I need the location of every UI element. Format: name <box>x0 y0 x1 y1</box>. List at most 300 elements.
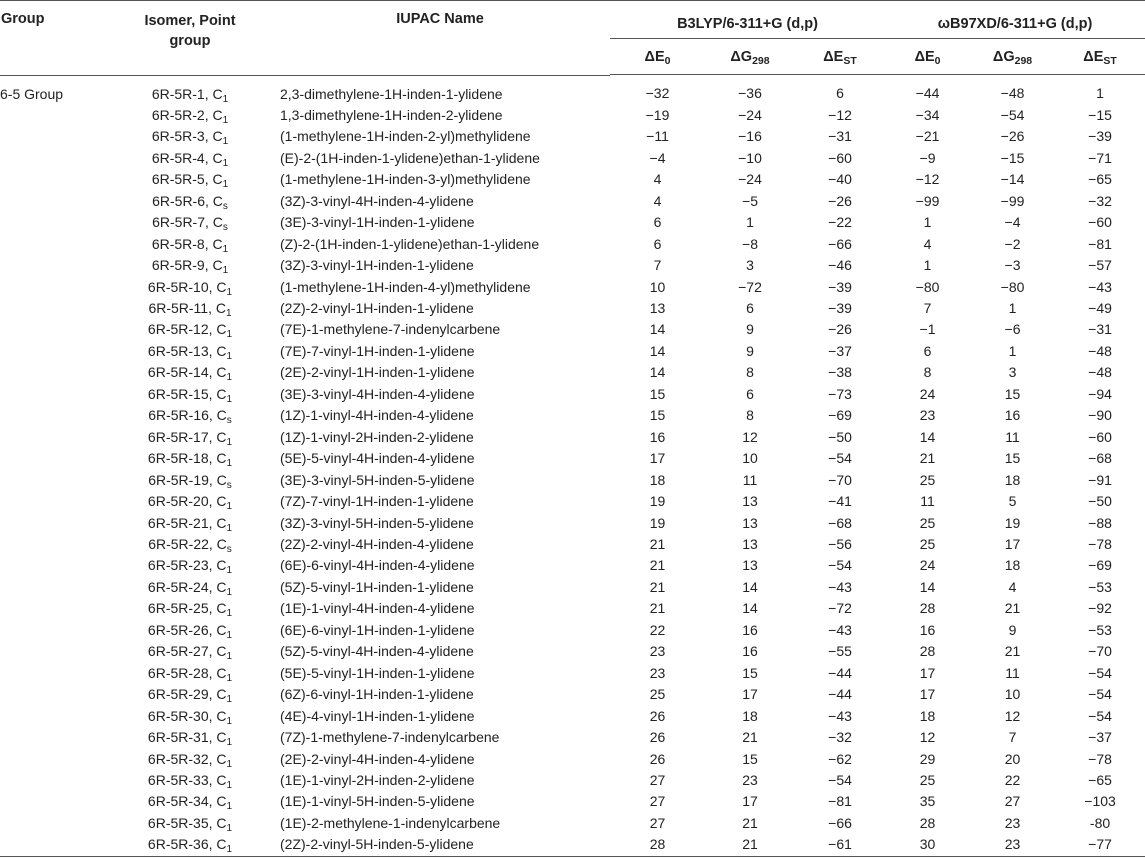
table-header <box>0 1 1145 76</box>
value-cell-b-g: 9 <box>746 342 754 359</box>
value-cell-b-e0: 21 <box>649 536 666 553</box>
table-row <box>0 148 1145 169</box>
isomer-cell: 6R-5R-26, $C_1$ <box>147 621 233 641</box>
value-cell-w-e0: 18 <box>919 707 936 724</box>
group-cell <box>0 663 110 684</box>
value-cell-b-e0: 7 <box>653 257 662 274</box>
isomer-cell: 6R-5R-24, $C_1$ <box>147 578 233 598</box>
value-cell-w-st: −48 <box>1088 342 1112 359</box>
isomer-cell: 6R-5R-25, $C_1$ <box>147 600 233 620</box>
value-cell-b-e0: 17 <box>649 450 666 467</box>
value-cell-w-e0: 8 <box>923 364 932 381</box>
value-cell-w-e0: −80 <box>915 278 940 295</box>
group-cell <box>0 555 110 576</box>
header-method-b3lyp: B3LYP/6-311+G (d,p) <box>610 1 885 39</box>
group-cell <box>0 448 110 469</box>
value-cell-b-st: −72 <box>828 600 852 617</box>
iupac-name-cell: 1,3-dimethylene-1H-inden-2-ylidene <box>280 106 503 123</box>
isomer-cell: 6R-5R-34, $C_1$ <box>147 793 233 813</box>
value-cell-w-st: −92 <box>1088 600 1112 617</box>
table-row <box>0 727 1145 748</box>
iupac-name-cell: (5E)-5-vinyl-4H-inden-4-ylidene <box>280 450 475 467</box>
value-cell-b-e0: 23 <box>649 664 666 681</box>
value-cell-w-e0: −1 <box>919 321 936 338</box>
isomer-cell: 6R-5R-6, $C_s$ <box>152 192 228 212</box>
value-cell-b-st: −43 <box>828 578 852 595</box>
value-cell-w-g: 21 <box>1004 600 1021 617</box>
value-cell-w-st: −69 <box>1088 557 1112 574</box>
value-cell-w-st: −53 <box>1088 621 1112 638</box>
iupac-name-cell: (1E)-1-vinyl-4H-inden-4-ylidene <box>280 600 475 617</box>
isomer-cell: 6R-5R-2, $C_1$ <box>151 106 229 126</box>
value-cell-w-st: −78 <box>1088 536 1112 553</box>
value-cell-b-st: −68 <box>828 514 852 531</box>
value-cell-b-st: −39 <box>828 300 852 317</box>
table-row <box>0 234 1145 255</box>
table-row <box>0 105 1145 126</box>
isomer-cell: 6R-5R-5, $C_1$ <box>151 171 229 191</box>
value-cell-b-g: 14 <box>742 578 758 595</box>
group-cell <box>0 341 110 362</box>
isomer-cell: 6R-5R-1, $C_1$ <box>151 85 229 105</box>
group-cell <box>0 706 110 727</box>
header-isomer <box>110 1 270 75</box>
group-cell <box>0 577 110 598</box>
value-cell-b-g: 3 <box>746 257 754 274</box>
table-row <box>0 341 1145 362</box>
table-row <box>0 277 1145 298</box>
value-cell-b-e0: 14 <box>649 364 666 381</box>
value-cell-b-e0: 21 <box>649 557 666 574</box>
value-cell-b-g: 23 <box>742 772 758 788</box>
value-cell-w-e0: 4 <box>923 235 932 252</box>
table-row <box>0 598 1145 619</box>
table-row <box>0 427 1145 448</box>
value-cell-b-st: −60 <box>828 149 852 166</box>
value-cell-b-e0: 19 <box>649 514 666 531</box>
value-cell-w-g: 20 <box>1004 750 1021 767</box>
group-cell <box>0 191 110 212</box>
group-cell <box>0 470 110 491</box>
group-cell <box>0 148 110 169</box>
iupac-name-cell: (5Z)-5-vinyl-1H-inden-1-ylidene <box>280 578 474 595</box>
iupac-name-cell: (5Z)-5-vinyl-4H-inden-4-ylidene <box>280 643 474 660</box>
value-cell-w-st: −32 <box>1088 192 1112 209</box>
value-cell-w-g: 1 <box>1008 342 1017 359</box>
iupac-name-cell: (7Z)-1-methylene-7-indenylcarbene <box>280 729 500 746</box>
value-cell-b-e0: 27 <box>649 793 666 810</box>
value-cell-b-e0: 26 <box>649 707 666 724</box>
isomer-cell: 6R-5R-22, $C_s$ <box>148 536 232 556</box>
value-cell-w-g: −2 <box>1004 235 1021 252</box>
value-cell-w-e0: 28 <box>919 814 936 831</box>
isomer-cell: 6R-5R-36, $C_1$ <box>110 834 270 856</box>
value-cell-b-e0: −19 <box>645 106 670 123</box>
value-cell-b-st: −81 <box>828 793 852 810</box>
iupac-name-cell: (1Z)-1-vinyl-4H-inden-4-ylidene <box>280 407 474 424</box>
value-cell-w-g: −99 <box>1000 192 1025 209</box>
value-cell-b-g: −10 <box>738 149 762 166</box>
value-cell-b-st: −73 <box>828 385 852 402</box>
table-row <box>0 663 1145 684</box>
iupac-name-cell: (1E)-2-methylene-1-indenylcarbene <box>280 814 501 831</box>
value-cell-b-st: −66 <box>828 235 852 252</box>
iupac-name-cell: (3Z)-3-vinyl-1H-inden-1-ylidene <box>280 257 474 274</box>
value-cell-w-st: −37 <box>1088 729 1112 746</box>
value-cell-b-g: −5 <box>742 192 758 209</box>
group-cell <box>0 384 110 405</box>
value-cell-b-g: 11 <box>742 471 758 488</box>
group-cell <box>0 319 110 340</box>
group-cell <box>0 427 110 448</box>
value-cell-b-g: 15 <box>742 664 758 681</box>
iupac-name-cell: (1E)-1-vinyl-2H-inden-2-ylidene <box>280 772 475 788</box>
isomer-cell: 6R-5R-33, $C_1$ <box>147 772 233 791</box>
value-cell-w-e0: 21 <box>919 450 936 467</box>
value-cell-b-g: −8 <box>742 235 758 252</box>
group-cell <box>0 534 110 555</box>
iupac-name-cell: (Z)-2-(1H-inden-1-ylidene)ethan-1-ylidene <box>280 235 540 252</box>
value-cell-w-st: −54 <box>1088 664 1112 681</box>
value-cell-b-st: −56 <box>828 536 852 553</box>
value-cell-b-e0: 18 <box>649 471 666 488</box>
group-cell <box>0 641 110 662</box>
value-cell-b-st: −43 <box>828 621 852 638</box>
value-cell-b-st: −26 <box>828 321 852 338</box>
value-cell-w-e0: 24 <box>919 385 936 402</box>
value-cell-b-st: −66 <box>828 814 852 831</box>
value-cell-w-e0: 17 <box>919 664 936 681</box>
value-cell-b-g: 6 <box>746 385 754 402</box>
isomer-cell: 6R-5R-14, $C_1$ <box>147 364 233 384</box>
isomer-cell: 6R-5R-18, $C_1$ <box>147 450 233 470</box>
value-cell-w-g: 3 <box>1008 364 1017 381</box>
value-cell-b-st: −41 <box>828 493 852 510</box>
value-cell-b-e0: 16 <box>649 428 666 445</box>
value-cell-b-e0: −11 <box>646 128 669 145</box>
group-cell <box>0 234 110 255</box>
value-cell-w-g: −4 <box>1004 214 1021 231</box>
value-cell-b-st: −54 <box>828 450 852 467</box>
isomer-cell: 6R-5R-27, $C_1$ <box>147 643 233 663</box>
iupac-name-cell: (4E)-4-vinyl-1H-inden-1-ylidene <box>280 707 475 724</box>
value-cell-b-g: 9 <box>746 321 754 338</box>
value-cell-b-e0: 15 <box>649 407 666 424</box>
table-row <box>0 641 1145 662</box>
value-cell-w-st: −43 <box>1088 278 1112 295</box>
group-cell <box>0 405 110 426</box>
table-row <box>0 620 1145 641</box>
value-cell-b-e0: 22 <box>649 621 666 638</box>
group-cell <box>0 749 110 770</box>
value-cell-w-st: −70 <box>1088 643 1112 660</box>
table-row <box>0 749 1145 770</box>
value-cell-w-st: −94 <box>1088 385 1112 402</box>
value-cell-b-st: −31 <box>828 128 852 145</box>
value-cell-w-e0: 16 <box>919 621 936 638</box>
value-cell-w-g: 21 <box>1004 643 1021 660</box>
table-row <box>0 319 1145 340</box>
value-cell-b-e0: −4 <box>649 149 666 166</box>
value-cell-b-e0: 14 <box>649 321 666 338</box>
value-cell-w-st: −15 <box>1088 106 1112 123</box>
value-cell-b-st: −32 <box>828 729 852 746</box>
table-row <box>0 169 1145 190</box>
value-cell-w-g: 9 <box>1008 621 1017 638</box>
value-cell-w-g: 5 <box>1008 493 1017 510</box>
iupac-name-cell: 2,3-dimethylene-1H-inden-1-ylidene <box>280 85 503 102</box>
isomer-cell: 6R-5R-16, $C_s$ <box>148 407 232 427</box>
value-cell-w-e0: 25 <box>919 772 936 788</box>
value-cell-b-st: −69 <box>828 407 852 424</box>
value-cell-w-g: 17 <box>1004 536 1021 553</box>
value-cell-w-e0: 25 <box>919 536 936 553</box>
iupac-name-cell: (E)-2-(1H-inden-1-ylidene)ethan-1-ylidene <box>280 149 540 166</box>
value-cell-w-g: −3 <box>1004 257 1021 274</box>
value-cell-w-st: −54 <box>1088 707 1112 724</box>
value-cell-w-st: −53 <box>1088 578 1112 595</box>
group-cell <box>0 491 110 512</box>
value-cell-w-st: −78 <box>1088 750 1112 767</box>
value-cell-b-g: 6 <box>746 300 754 317</box>
table-row <box>0 791 1145 812</box>
value-cell-w-g: 15 <box>1004 450 1021 467</box>
iupac-name-cell: (6Z)-6-vinyl-1H-inden-1-ylidene <box>280 686 474 703</box>
value-cell-w-g: 18 <box>1004 557 1021 574</box>
value-cell-w-g: 18 <box>1004 471 1021 488</box>
value-cell-b-g: 12 <box>742 428 758 445</box>
value-cell-b-g: 13 <box>742 557 758 574</box>
value-cell-b-e0: 26 <box>649 729 666 746</box>
value-cell-w-e0: 11 <box>920 493 935 510</box>
value-cell-b-e0: 21 <box>649 600 666 617</box>
isomer-cell: 6R-5R-21, $C_1$ <box>147 514 233 534</box>
value-cell-b-g: 14 <box>742 600 758 617</box>
iupac-name-cell: (7Z)-7-vinyl-1H-inden-1-ylidene <box>280 493 474 510</box>
isomer-cell: 6R-5R-28, $C_1$ <box>147 664 233 684</box>
value-cell-b-st: −62 <box>828 750 852 767</box>
isomer-cell: 6R-5R-35, $C_1$ <box>147 814 233 834</box>
iupac-name-cell: (5E)-5-vinyl-1H-inden-1-ylidene <box>280 664 475 681</box>
value-cell-b-e0: 15 <box>649 385 666 402</box>
value-cell-w-e0: 14 <box>919 428 936 445</box>
iupac-name-cell: (1E)-1-vinyl-5H-inden-5-ylidene <box>280 793 475 810</box>
value-cell-w-g: 11 <box>1005 664 1020 681</box>
value-cell-b-g: 8 <box>746 364 754 381</box>
value-cell-b-g: 16 <box>742 643 758 660</box>
isomer-cell: 6R-5R-8, $C_1$ <box>151 235 229 255</box>
value-cell-b-st: −38 <box>828 364 852 381</box>
header-iupac: IUPAC Name <box>396 11 484 27</box>
table-body <box>0 75 1145 856</box>
isomer-cell: 6R-5R-32, $C_1$ <box>147 750 233 770</box>
iupac-name-cell: (2Z)-2-vinyl-5H-inden-5-ylidene <box>270 834 610 856</box>
value-cell-w-st: −50 <box>1088 493 1112 510</box>
value-cell-w-st: −60 <box>1088 214 1112 231</box>
table-row <box>0 362 1145 383</box>
value-cell-b-g: 18 <box>742 707 758 724</box>
group-cell <box>0 277 110 298</box>
table-row <box>0 534 1145 555</box>
value-cell-w-g: 22 <box>1004 772 1021 788</box>
value-cell-w-g: −15 <box>1000 149 1025 166</box>
value-cell-w-st: −71 <box>1088 149 1112 166</box>
value-cell-b-e0: 6 <box>653 235 662 252</box>
value-cell-w-e0: 14 <box>919 578 936 595</box>
isomer-cell: 6R-5R-9, $C_1$ <box>151 257 229 277</box>
value-cell-b-st: −55 <box>828 643 852 660</box>
value-cell-b-g: 1 <box>746 214 754 231</box>
header-group: Group <box>1 11 45 27</box>
table-row <box>0 448 1145 469</box>
isomer-cell: 6R-5R-31, $C_1$ <box>147 729 233 749</box>
table-row <box>0 834 1145 856</box>
value-cell-w-e0: 25 <box>919 514 936 531</box>
group-cell <box>0 362 110 383</box>
header-b3lyp-de0: $\Delta E_0$ <box>610 39 705 75</box>
iupac-name-cell: (3E)-3-vinyl-1H-inden-1-ylidene <box>280 214 475 231</box>
value-cell-w-st: −77 <box>1055 834 1145 856</box>
value-cell-w-e0: 17 <box>919 686 936 703</box>
group-cell <box>0 105 110 126</box>
value-cell-b-e0: 28 <box>610 834 705 856</box>
value-cell-b-e0: 13 <box>649 300 666 317</box>
header-method-wb97xd: ωB97XD/6-311+G (d,p) <box>885 1 1145 39</box>
value-cell-w-g: 23 <box>1004 814 1021 831</box>
value-cell-b-e0: 10 <box>649 278 666 295</box>
isomer-cell: 6R-5R-15, $C_1$ <box>147 385 233 405</box>
value-cell-w-st: −65 <box>1088 772 1112 788</box>
value-cell-b-g: 8 <box>746 407 754 424</box>
table-row <box>0 577 1145 598</box>
isomer-cell: 6R-5R-20, $C_1$ <box>147 493 233 513</box>
table-row <box>0 813 1145 834</box>
isomer-cell: 6R-5R-17, $C_1$ <box>147 428 233 448</box>
value-cell-w-e0: 28 <box>919 643 936 660</box>
value-cell-w-e0: −34 <box>915 106 940 123</box>
value-cell-w-e0: 23 <box>919 407 936 424</box>
value-cell-w-e0: −99 <box>915 192 940 209</box>
value-cell-b-g: −72 <box>738 278 762 295</box>
value-cell-w-st: −81 <box>1088 235 1112 252</box>
table-row <box>0 298 1145 319</box>
value-cell-b-st: −44 <box>828 686 852 703</box>
value-cell-w-st: 1 <box>1096 85 1104 102</box>
value-cell-w-e0: 29 <box>919 750 936 767</box>
value-cell-w-st: −60 <box>1088 428 1112 445</box>
table-row <box>0 684 1145 705</box>
iupac-name-cell: (6E)-6-vinyl-4H-inden-4-ylidene <box>280 557 475 574</box>
value-cell-b-g: 13 <box>742 493 758 510</box>
value-cell-w-e0: −21 <box>915 128 940 145</box>
value-cell-b-g: −24 <box>738 106 762 123</box>
value-cell-b-st: −61 <box>795 834 885 856</box>
group-cell <box>0 813 110 834</box>
table-row <box>0 191 1145 212</box>
value-cell-w-e0: 30 <box>885 834 970 856</box>
value-cell-w-st: −39 <box>1088 128 1112 145</box>
iupac-name-cell: (2Z)-2-vinyl-1H-inden-1-ylidene <box>280 300 474 317</box>
group-cell: 6-5 Group <box>0 85 64 102</box>
value-cell-w-st: −90 <box>1088 407 1112 424</box>
iupac-name-cell: (1-methylene-1H-inden-2-yl)methylidene <box>280 128 531 145</box>
group-cell <box>0 791 110 812</box>
value-cell-w-e0: 28 <box>919 600 936 617</box>
iupac-name-cell: (2E)-2-vinyl-1H-inden-1-ylidene <box>280 364 475 381</box>
value-cell-w-st: −88 <box>1088 514 1112 531</box>
value-cell-w-g: 23 <box>970 834 1055 856</box>
isomer-cell: 6R-5R-23, $C_1$ <box>147 557 233 577</box>
group-cell <box>0 834 110 856</box>
value-cell-w-g: −54 <box>1000 106 1025 123</box>
group-cell <box>0 684 110 705</box>
value-cell-b-e0: 23 <box>649 643 666 660</box>
value-cell-b-e0: 25 <box>649 686 666 703</box>
value-cell-b-g: 17 <box>742 686 758 703</box>
table-row <box>0 75 1145 105</box>
value-cell-w-g: 1 <box>1008 300 1017 317</box>
header-isomer-line1: Isomer, Point <box>144 13 236 29</box>
table-row <box>0 212 1145 233</box>
isomer-cell: 6R-5R-29, $C_1$ <box>147 686 233 706</box>
header-isomer-line2: group <box>169 33 211 49</box>
value-cell-b-g: −36 <box>738 85 762 102</box>
value-cell-b-e0: −32 <box>645 85 670 102</box>
value-cell-w-g: −6 <box>1004 321 1021 338</box>
iupac-name-cell: (7E)-7-vinyl-1H-inden-1-ylidene <box>280 342 475 359</box>
value-cell-b-g: 21 <box>742 814 758 831</box>
value-cell-b-st: −26 <box>828 192 852 209</box>
value-cell-b-st: −54 <box>828 557 852 574</box>
table-row <box>0 126 1145 147</box>
isomer-cell: 6R-5R-3, $C_1$ <box>151 128 229 148</box>
isomer-cell: 6R-5R-11, $C_1$ <box>148 300 232 320</box>
value-cell-b-e0: 4 <box>653 171 662 188</box>
group-cell <box>0 298 110 319</box>
value-cell-b-st: −50 <box>828 428 852 445</box>
iupac-name-cell: (6E)-6-vinyl-1H-inden-1-ylidene <box>280 621 475 638</box>
value-cell-b-e0: 26 <box>649 750 666 767</box>
value-cell-b-st: −44 <box>828 664 852 681</box>
group-cell <box>0 770 110 791</box>
value-cell-b-g: 15 <box>742 750 758 767</box>
value-cell-w-g: 16 <box>1004 407 1021 424</box>
table-row <box>0 405 1145 426</box>
table-row <box>0 255 1145 276</box>
value-cell-b-g: −16 <box>738 128 762 145</box>
value-cell-w-st: −31 <box>1088 321 1112 338</box>
value-cell-b-g: 16 <box>742 621 758 638</box>
iupac-name-cell: (1Z)-1-vinyl-2H-inden-2-ylidene <box>280 428 474 445</box>
value-cell-w-e0: −9 <box>919 149 936 166</box>
value-cell-w-g: 27 <box>1004 793 1021 810</box>
value-cell-b-g: 13 <box>742 514 758 531</box>
table-row <box>0 770 1145 791</box>
value-cell-b-st: −37 <box>828 342 852 359</box>
table-row <box>0 513 1145 534</box>
table-row <box>0 470 1145 491</box>
table-row <box>0 384 1145 405</box>
iupac-name-cell: (2Z)-2-vinyl-4H-inden-4-ylidene <box>280 536 474 553</box>
value-cell-w-g: 4 <box>1008 578 1017 595</box>
value-cell-b-g: 13 <box>742 536 758 553</box>
value-cell-w-st: −49 <box>1088 300 1112 317</box>
value-cell-b-st: −70 <box>828 471 852 488</box>
isomer-cell: 6R-5R-13, $C_1$ <box>147 342 233 362</box>
group-cell <box>0 126 110 147</box>
value-cell-b-st: −54 <box>828 772 852 788</box>
header-wb97xd-dest: $\Delta E_{ST}$ <box>1055 39 1145 75</box>
